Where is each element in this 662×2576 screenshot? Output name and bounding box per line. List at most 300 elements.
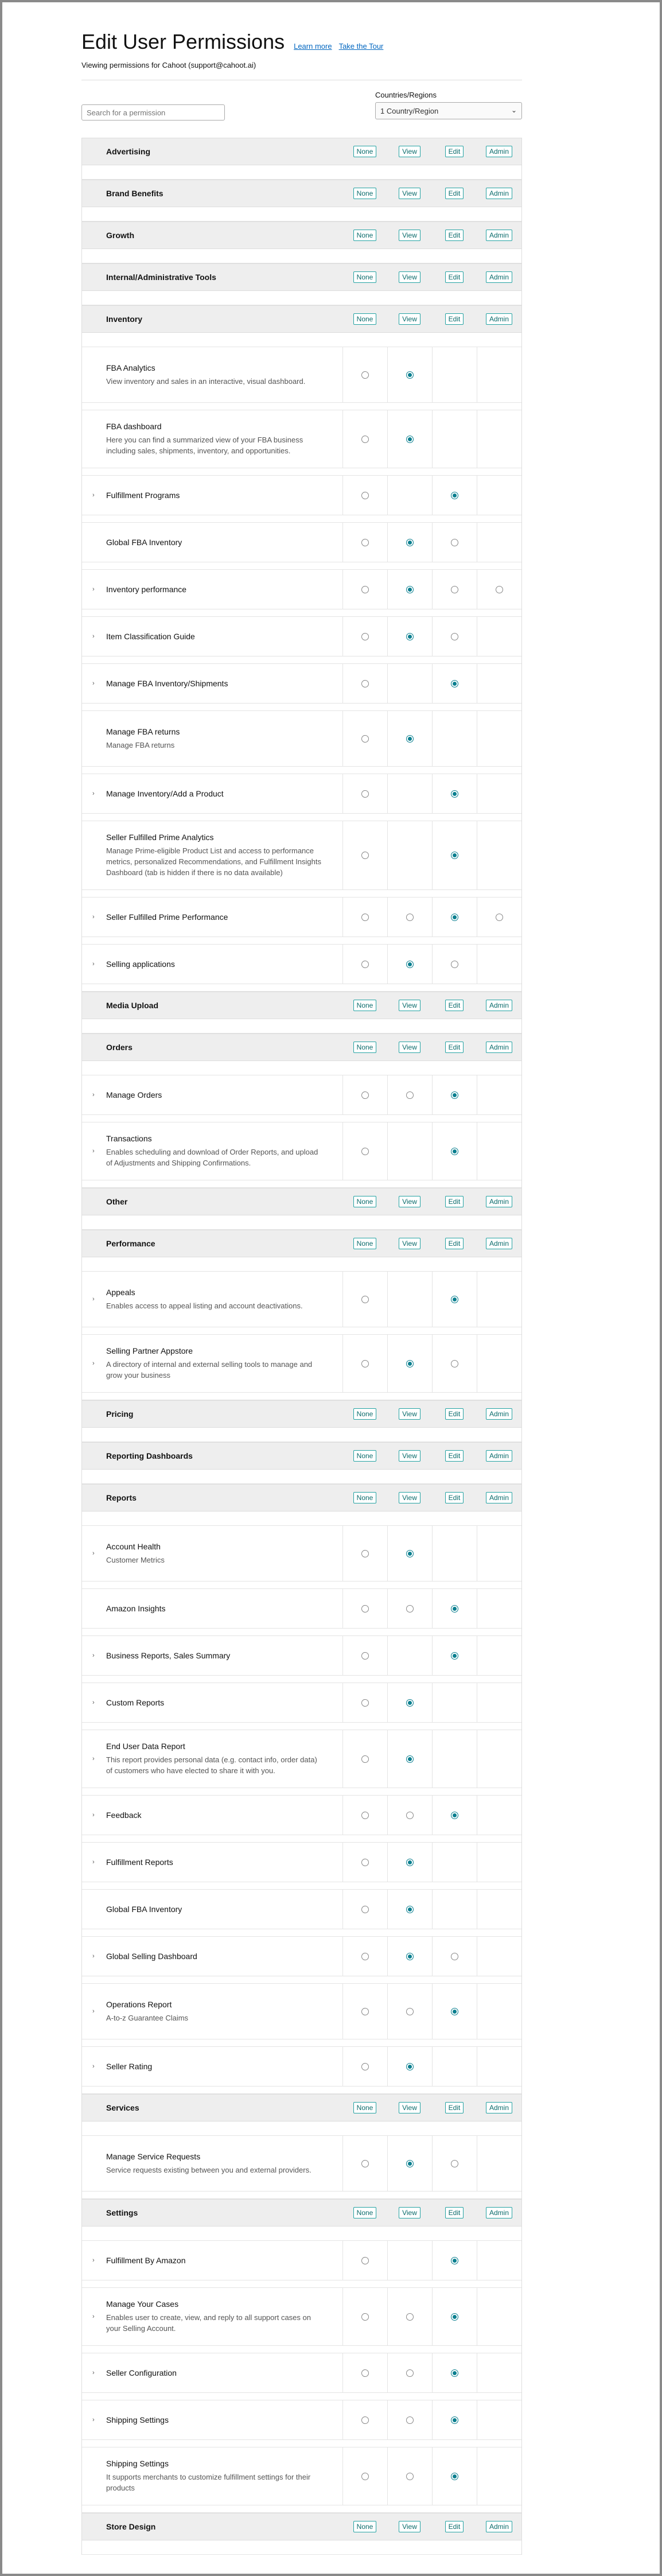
permission-name: Inventory performance xyxy=(106,585,187,594)
permission-info xyxy=(82,1272,342,1327)
level-edit-button[interactable]: Edit xyxy=(445,1492,464,1503)
level-none-button[interactable]: None xyxy=(353,1042,377,1053)
radio-none[interactable] xyxy=(361,2008,369,2015)
chevron-right-icon[interactable]: › xyxy=(92,1699,95,1706)
category-name: Settings xyxy=(106,2208,138,2217)
permission-cell xyxy=(387,1526,432,1581)
permission-row xyxy=(82,410,521,468)
permission-cell xyxy=(342,2447,387,2505)
chevron-right-icon[interactable]: › xyxy=(92,1091,95,1098)
radio-edit[interactable] xyxy=(451,1652,458,1660)
category-name: Store Design xyxy=(106,2522,156,2531)
permission-row xyxy=(82,945,521,984)
permission-cell xyxy=(342,1890,387,1929)
level-view-button[interactable]: View xyxy=(399,2521,420,2532)
radio-none[interactable] xyxy=(361,586,369,593)
row-spacer xyxy=(82,2039,521,2047)
row-spacer xyxy=(82,1929,521,1937)
level-admin-button[interactable]: Admin xyxy=(486,1408,512,1420)
radio-none[interactable] xyxy=(361,1652,369,1660)
chevron-down-icon: ⌄ xyxy=(511,106,517,114)
chevron-right-icon[interactable]: › xyxy=(92,2313,95,2320)
radio-none[interactable] xyxy=(361,539,369,546)
radio-edit[interactable] xyxy=(451,1148,458,1155)
permission-cell xyxy=(387,1636,432,1675)
radio-none[interactable] xyxy=(361,492,369,499)
permission-cell xyxy=(432,1890,477,1929)
permission-row xyxy=(82,1122,521,1180)
level-view-button[interactable]: View xyxy=(399,1042,420,1053)
level-view-button[interactable]: View xyxy=(399,1492,420,1503)
level-view-button[interactable]: View xyxy=(399,2102,420,2113)
level-admin-button[interactable]: Admin xyxy=(486,1450,512,1462)
radio-none[interactable] xyxy=(361,2313,369,2321)
permission-name: Global Selling Dashboard xyxy=(106,1952,197,1961)
permission-row xyxy=(82,1589,521,1629)
chevron-right-icon[interactable]: › xyxy=(92,1859,95,1866)
permission-cell xyxy=(477,1730,521,1788)
level-edit-button[interactable]: Edit xyxy=(445,1238,464,1249)
level-none-button[interactable]: None xyxy=(353,1450,377,1462)
radio-none[interactable] xyxy=(361,961,369,968)
level-none-button[interactable]: None xyxy=(353,230,377,241)
permission-name: Custom Reports xyxy=(106,1698,165,1707)
radio-edit[interactable] xyxy=(451,2160,458,2167)
row-spacer xyxy=(82,814,521,821)
permission-cell xyxy=(477,2353,521,2392)
chevron-right-icon[interactable]: › xyxy=(92,2369,95,2376)
row-spacer xyxy=(82,767,521,774)
category-row xyxy=(82,1230,521,1257)
permission-description: Enables access to appeal listing and account deactivations. xyxy=(106,1301,303,1310)
permission-description: Enables user to create, view, and reply to all support cases on your Selling Account. xyxy=(106,2313,311,2333)
chevron-right-icon[interactable]: › xyxy=(92,1296,95,1303)
permission-info xyxy=(82,1730,342,1788)
permission-cell xyxy=(432,664,477,703)
level-edit-button[interactable]: Edit xyxy=(445,2521,464,2532)
permission-cell xyxy=(342,774,387,813)
level-admin-button[interactable]: Admin xyxy=(486,1238,512,1249)
category-name: Other xyxy=(106,1197,128,1206)
level-view-button[interactable]: View xyxy=(399,2207,420,2218)
level-view-button[interactable]: View xyxy=(399,146,420,157)
chevron-right-icon[interactable]: › xyxy=(92,2257,95,2264)
level-none-button[interactable]: None xyxy=(353,2521,377,2532)
permission-cell xyxy=(477,1526,521,1581)
permission-cell xyxy=(342,1589,387,1628)
permission-cell xyxy=(477,2136,521,2191)
level-admin-button[interactable]: Admin xyxy=(486,188,512,199)
radio-none[interactable] xyxy=(361,852,369,859)
level-edit-button[interactable]: Edit xyxy=(445,1042,464,1053)
radio-edit[interactable] xyxy=(451,790,458,798)
permission-cell xyxy=(387,897,432,937)
permission-cell xyxy=(342,617,387,656)
chevron-right-icon[interactable]: › xyxy=(92,2063,95,2070)
level-none-button[interactable]: None xyxy=(353,146,377,157)
radio-none[interactable] xyxy=(361,2257,369,2264)
radio-admin[interactable] xyxy=(496,586,503,593)
permission-row xyxy=(82,1843,521,1882)
radio-view[interactable] xyxy=(406,735,414,743)
radio-view[interactable] xyxy=(406,436,414,443)
country-select[interactable] xyxy=(375,102,522,119)
radio-view[interactable] xyxy=(406,1812,414,1819)
permission-row xyxy=(82,1683,521,1723)
section-spacer xyxy=(82,1215,521,1230)
permission-cell xyxy=(432,1683,477,1722)
level-edit-button[interactable]: Edit xyxy=(445,188,464,199)
permission-cell xyxy=(432,2288,477,2345)
radio-edit[interactable] xyxy=(451,633,458,640)
radio-none[interactable] xyxy=(361,1360,369,1367)
row-spacer xyxy=(82,1788,521,1796)
radio-none[interactable] xyxy=(361,790,369,798)
radio-none[interactable] xyxy=(361,436,369,443)
level-none-button[interactable]: None xyxy=(353,2102,377,2113)
radio-view[interactable] xyxy=(406,2160,414,2167)
permission-cell xyxy=(432,2400,477,2439)
radio-none[interactable] xyxy=(361,1906,369,1913)
category-row xyxy=(82,138,521,165)
level-view-button[interactable]: View xyxy=(399,1000,420,1011)
permission-cell xyxy=(477,570,521,609)
radio-none[interactable] xyxy=(361,2063,369,2070)
chevron-right-icon[interactable]: › xyxy=(92,1755,95,1762)
radio-none[interactable] xyxy=(361,2369,369,2377)
radio-edit[interactable] xyxy=(451,1812,458,1819)
permission-name: Manage FBA returns xyxy=(106,726,180,736)
chevron-right-icon[interactable]: › xyxy=(92,1148,95,1155)
level-edit-button[interactable]: Edit xyxy=(445,1196,464,1207)
radio-none[interactable] xyxy=(361,633,369,640)
radio-none[interactable] xyxy=(361,2473,369,2480)
level-none-button[interactable]: None xyxy=(353,1238,377,1249)
radio-view[interactable] xyxy=(406,1550,414,1557)
permission-cell xyxy=(432,821,477,889)
row-spacer xyxy=(82,1723,521,1730)
row-spacer xyxy=(82,515,521,523)
level-admin-button[interactable]: Admin xyxy=(486,1196,512,1207)
radio-view[interactable] xyxy=(406,371,414,379)
permission-description: Customer Metrics xyxy=(106,1555,165,1564)
permission-cell xyxy=(342,897,387,937)
category-row xyxy=(82,1033,521,1061)
level-none-button[interactable]: None xyxy=(353,1000,377,1011)
chevron-right-icon[interactable]: › xyxy=(92,1953,95,1960)
level-view-button[interactable]: View xyxy=(399,230,420,241)
learn-more-link[interactable]: Learn more xyxy=(294,42,332,50)
radio-none[interactable] xyxy=(361,1091,369,1099)
permission-cell xyxy=(477,1122,521,1180)
permission-cell xyxy=(342,2400,387,2439)
radio-edit[interactable] xyxy=(451,1296,458,1303)
radio-none[interactable] xyxy=(361,371,369,379)
chevron-right-icon[interactable]: › xyxy=(92,1550,95,1557)
radio-edit[interactable] xyxy=(451,492,458,499)
permission-cell xyxy=(387,774,432,813)
permission-cell xyxy=(477,2241,521,2280)
radio-view[interactable] xyxy=(406,1605,414,1613)
permission-cell xyxy=(477,2447,521,2505)
level-edit-button[interactable]: Edit xyxy=(445,2102,464,2113)
page-frame xyxy=(2,2,660,2574)
radio-view[interactable] xyxy=(406,1755,414,1763)
radio-none[interactable] xyxy=(361,1148,369,1155)
radio-none[interactable] xyxy=(361,2416,369,2424)
chevron-right-icon[interactable]: › xyxy=(92,914,95,920)
radio-edit[interactable] xyxy=(451,961,458,968)
radio-edit[interactable] xyxy=(451,586,458,593)
level-view-button[interactable]: View xyxy=(399,1238,420,1249)
permission-cell xyxy=(477,774,521,813)
radio-view[interactable] xyxy=(406,1953,414,1960)
level-admin-button[interactable]: Admin xyxy=(486,1492,512,1503)
permission-description: Manage Prime-eligible Product List and access to performance metrics, personalized Recommendations, and Fulfillment Insights Dashboard (tab is hidden if there is no data available) xyxy=(106,846,322,877)
radio-view[interactable] xyxy=(406,539,414,546)
permission-cell xyxy=(342,1335,387,1392)
section-spacer xyxy=(82,1061,521,1075)
category-name: Reporting Dashboards xyxy=(106,1451,193,1460)
radio-edit[interactable] xyxy=(451,2313,458,2321)
radio-view[interactable] xyxy=(406,2416,414,2424)
radio-edit[interactable] xyxy=(451,914,458,921)
permission-info xyxy=(82,1796,342,1835)
permission-cell xyxy=(432,570,477,609)
radio-view[interactable] xyxy=(406,1360,414,1367)
radio-view[interactable] xyxy=(406,2063,414,2070)
permission-row xyxy=(82,1984,521,2039)
category-name: Brand Benefits xyxy=(106,189,163,198)
category-name: Internal/Administrative Tools xyxy=(106,273,216,282)
permission-row xyxy=(82,570,521,609)
level-view-button[interactable]: View xyxy=(399,271,420,283)
permission-cell xyxy=(477,2400,521,2439)
permission-name: Seller Rating xyxy=(106,2062,153,2071)
level-admin-button[interactable]: Admin xyxy=(486,1000,512,1011)
section-spacer xyxy=(82,2540,521,2555)
permission-name: Item Classification Guide xyxy=(106,632,195,641)
permission-description: Manage FBA returns xyxy=(106,740,175,749)
level-view-button[interactable]: View xyxy=(399,188,420,199)
permission-row xyxy=(82,821,521,890)
take-tour-link[interactable]: Take the Tour xyxy=(338,42,384,50)
permission-cell xyxy=(432,617,477,656)
permission-cell xyxy=(342,821,387,889)
radio-none[interactable] xyxy=(361,1550,369,1557)
permission-cell xyxy=(432,1796,477,1835)
level-none-button[interactable]: None xyxy=(353,188,377,199)
category-row xyxy=(82,1484,521,1512)
radio-view[interactable] xyxy=(406,1699,414,1707)
permission-cell xyxy=(342,2047,387,2086)
permission-cell xyxy=(432,410,477,468)
permission-description: Enables scheduling and download of Order Reports, and upload of Adjustments and Shipping Confirmations. xyxy=(106,1148,318,1167)
permission-cell xyxy=(477,897,521,937)
chevron-right-icon[interactable]: › xyxy=(92,680,95,687)
chevron-right-icon[interactable]: › xyxy=(92,633,95,640)
row-spacer xyxy=(82,656,521,664)
permission-cell xyxy=(342,523,387,562)
radio-edit[interactable] xyxy=(451,2369,458,2377)
permission-row xyxy=(82,1730,521,1788)
radio-edit[interactable] xyxy=(451,1091,458,1099)
permission-row xyxy=(82,1335,521,1393)
level-none-button[interactable]: None xyxy=(353,2207,377,2218)
radio-view[interactable] xyxy=(406,2369,414,2377)
permission-search-input[interactable] xyxy=(81,104,225,121)
radio-none[interactable] xyxy=(361,1296,369,1303)
level-admin-button[interactable]: Admin xyxy=(486,2521,512,2532)
row-spacer xyxy=(82,704,521,711)
radio-edit[interactable] xyxy=(451,1953,458,1960)
radio-none[interactable] xyxy=(361,1755,369,1763)
permission-name: Amazon Insights xyxy=(106,1604,166,1613)
level-admin-button[interactable]: Admin xyxy=(486,313,512,325)
radio-none[interactable] xyxy=(361,680,369,687)
chevron-right-icon[interactable]: › xyxy=(92,790,95,797)
radio-view[interactable] xyxy=(406,2313,414,2321)
permission-info xyxy=(82,1335,342,1392)
level-none-button[interactable]: None xyxy=(353,1408,377,1420)
chevron-right-icon[interactable]: › xyxy=(92,2416,95,2423)
permission-info xyxy=(82,1937,342,1976)
permission-cell xyxy=(342,410,387,468)
permission-info xyxy=(82,2288,342,2345)
category-name: Pricing xyxy=(106,1409,134,1419)
permission-cell xyxy=(387,2353,432,2392)
permission-cell xyxy=(387,410,432,468)
radio-edit[interactable] xyxy=(451,680,458,687)
level-edit-button[interactable]: Edit xyxy=(445,1450,464,1462)
radio-none[interactable] xyxy=(361,2160,369,2167)
row-spacer xyxy=(82,403,521,410)
permission-cell xyxy=(387,1272,432,1327)
section-spacer xyxy=(82,249,521,263)
level-edit-button[interactable]: Edit xyxy=(445,1408,464,1420)
permission-cell xyxy=(387,2136,432,2191)
permission-info xyxy=(82,897,342,937)
level-view-button[interactable]: View xyxy=(399,1408,420,1420)
row-spacer xyxy=(82,2505,521,2513)
category-row xyxy=(82,2199,521,2227)
permission-name: Manage Inventory/Add a Product xyxy=(106,789,224,798)
level-edit-button[interactable]: Edit xyxy=(445,313,464,325)
radio-view[interactable] xyxy=(406,633,414,640)
level-view-button[interactable]: View xyxy=(399,1450,420,1462)
level-admin-button[interactable]: Admin xyxy=(486,1042,512,1053)
radio-edit[interactable] xyxy=(451,2008,458,2015)
chevron-right-icon[interactable]: › xyxy=(92,1812,95,1819)
radio-none[interactable] xyxy=(361,735,369,743)
level-edit-button[interactable]: Edit xyxy=(445,2207,464,2218)
level-view-button[interactable]: View xyxy=(399,313,420,325)
radio-none[interactable] xyxy=(361,1605,369,1613)
permission-name: Transactions xyxy=(106,1134,152,1143)
radio-view[interactable] xyxy=(406,1906,414,1913)
radio-view[interactable] xyxy=(406,2008,414,2015)
level-none-button[interactable]: None xyxy=(353,313,377,325)
section-spacer xyxy=(82,1019,521,1033)
permission-name: Global FBA Inventory xyxy=(106,538,182,547)
radio-view[interactable] xyxy=(406,914,414,921)
radio-none[interactable] xyxy=(361,1859,369,1866)
chevron-right-icon[interactable]: › xyxy=(92,961,95,968)
radio-admin[interactable] xyxy=(496,914,503,921)
radio-view[interactable] xyxy=(406,2473,414,2480)
chevron-right-icon[interactable]: › xyxy=(92,2008,95,2015)
chevron-right-icon[interactable]: › xyxy=(92,1652,95,1659)
level-edit-button[interactable]: Edit xyxy=(445,230,464,241)
radio-edit[interactable] xyxy=(451,539,458,546)
permission-cell xyxy=(342,1937,387,1976)
permission-cell xyxy=(477,1683,521,1722)
row-spacer xyxy=(82,1676,521,1683)
level-admin-button[interactable]: Admin xyxy=(486,271,512,283)
row-spacer xyxy=(82,609,521,617)
permission-name: Global FBA Inventory xyxy=(106,1905,182,1914)
radio-edit[interactable] xyxy=(451,2416,458,2424)
category-row xyxy=(82,305,521,333)
chevron-right-icon[interactable]: › xyxy=(92,1360,95,1367)
radio-none[interactable] xyxy=(361,914,369,921)
chevron-right-icon[interactable]: › xyxy=(92,492,95,499)
permission-row xyxy=(82,2241,521,2280)
permission-cell xyxy=(432,2447,477,2505)
radio-view[interactable] xyxy=(406,1859,414,1866)
section-spacer xyxy=(82,207,521,222)
radio-none[interactable] xyxy=(361,1812,369,1819)
radio-view[interactable] xyxy=(406,961,414,968)
radio-edit[interactable] xyxy=(451,1360,458,1367)
permission-cell xyxy=(387,1683,432,1722)
radio-none[interactable] xyxy=(361,1953,369,1960)
radio-edit[interactable] xyxy=(451,852,458,859)
radio-edit[interactable] xyxy=(451,2257,458,2264)
level-admin-button[interactable]: Admin xyxy=(486,2207,512,2218)
radio-edit[interactable] xyxy=(451,2473,458,2480)
level-edit-button[interactable]: Edit xyxy=(445,146,464,157)
permission-cell xyxy=(477,523,521,562)
category-name: Performance xyxy=(106,1239,155,1248)
level-edit-button[interactable]: Edit xyxy=(445,271,464,283)
level-none-button[interactable]: None xyxy=(353,1492,377,1503)
level-admin-button[interactable]: Admin xyxy=(486,146,512,157)
chevron-right-icon[interactable]: › xyxy=(92,586,95,593)
level-none-button[interactable]: None xyxy=(353,271,377,283)
radio-edit[interactable] xyxy=(451,1605,458,1613)
level-none-button[interactable]: None xyxy=(353,1196,377,1207)
permission-cell xyxy=(387,2288,432,2345)
permission-cell xyxy=(432,1730,477,1788)
radio-view[interactable] xyxy=(406,1091,414,1099)
permission-cell xyxy=(432,523,477,562)
radio-none[interactable] xyxy=(361,1699,369,1707)
permission-info xyxy=(82,2047,342,2086)
permission-name: Selling applications xyxy=(106,959,175,969)
level-view-button[interactable]: View xyxy=(399,1196,420,1207)
section-spacer xyxy=(82,1428,521,1442)
permissions-table xyxy=(81,138,522,2555)
level-admin-button[interactable]: Admin xyxy=(486,230,512,241)
permission-info xyxy=(82,410,342,468)
level-admin-button[interactable]: Admin xyxy=(486,2102,512,2113)
permission-row xyxy=(82,664,521,704)
permission-cell xyxy=(387,1122,432,1180)
category-name: Services xyxy=(106,2103,139,2112)
radio-view[interactable] xyxy=(406,586,414,593)
level-edit-button[interactable]: Edit xyxy=(445,1000,464,1011)
